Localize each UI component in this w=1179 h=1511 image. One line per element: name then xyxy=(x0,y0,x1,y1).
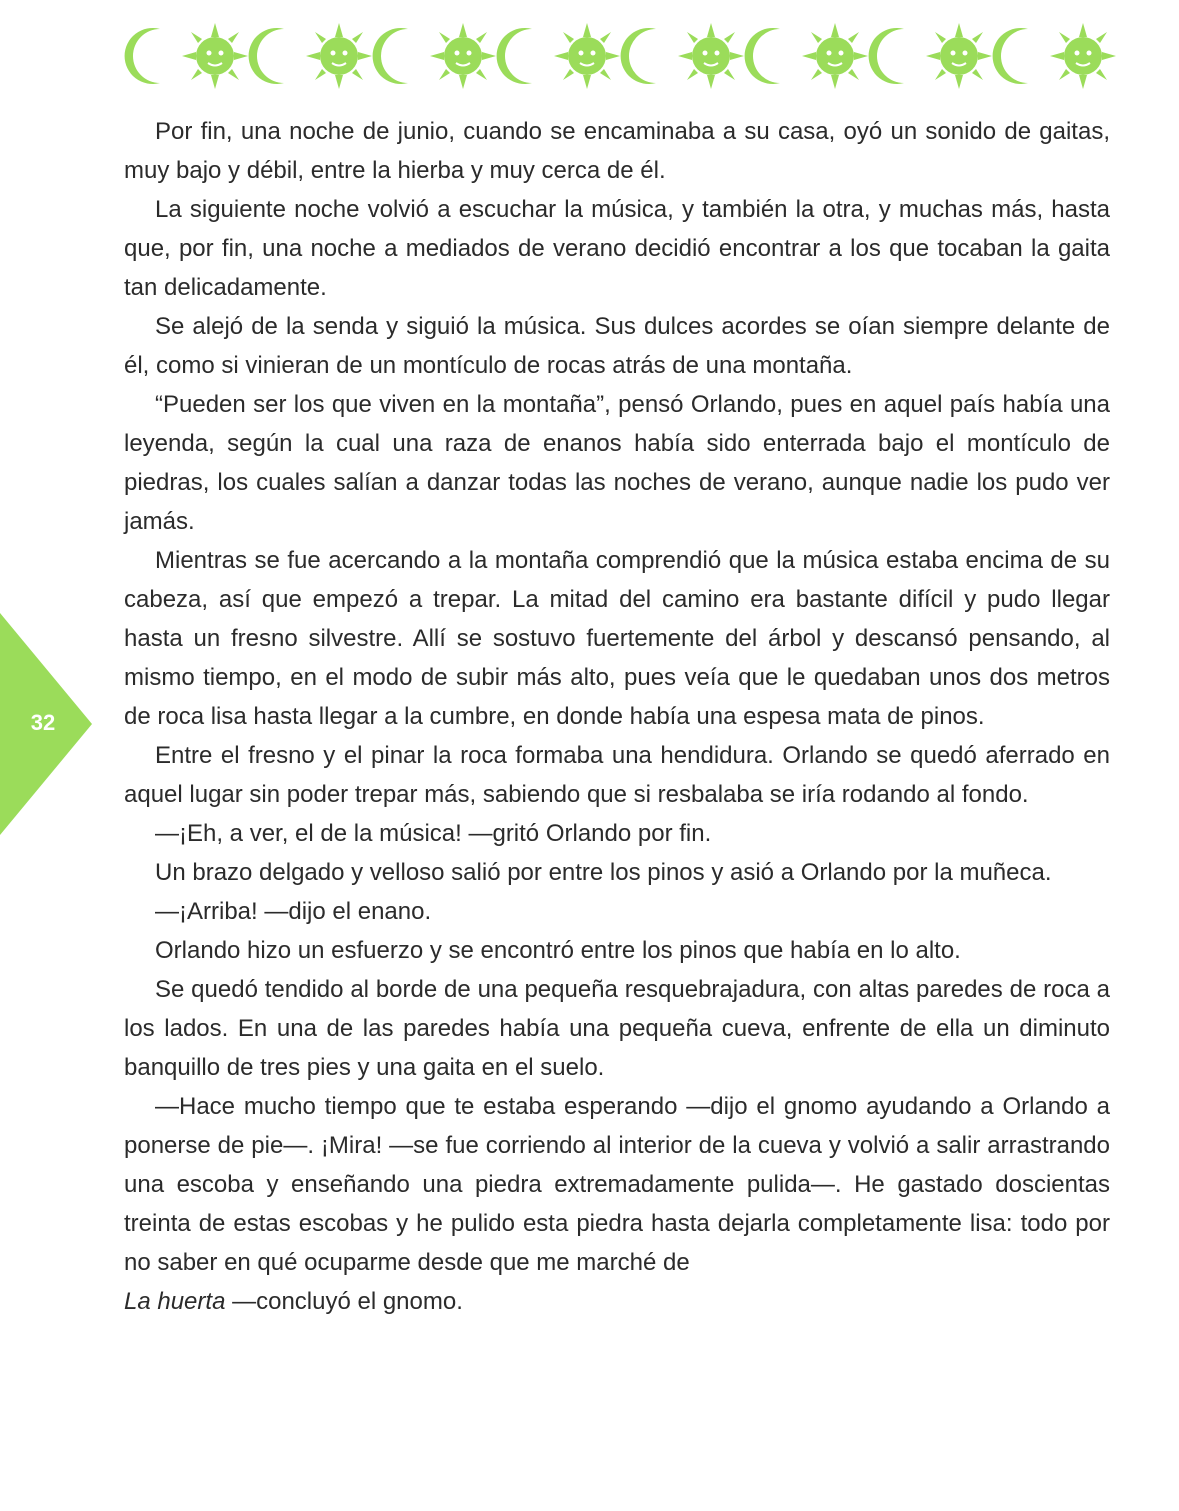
sun-face-icon xyxy=(678,23,744,89)
sun-face-icon xyxy=(926,23,992,89)
paragraph: Mientras se fue acercando a la montaña comprendió que la música estaba encima de su cabeza, así que empezó a trepar. La mitad del camino era bastante difícil y pudo llegar hasta un fresno silvestre. Allí se sostuvo fuertemente del árbol y descansó pensando, al mismo tiempo, en el modo de subir más alto, pues veía que le quedaban unos dos metros de roca lisa hasta llegar a la cumbre, en donde había una espesa mata de pinos. xyxy=(124,547,1110,730)
page-number: 32 xyxy=(30,710,56,735)
paragraph: —Hace mucho tiempo que te estaba esperando —dijo el gnomo ayudando a Orlando a ponerse de pie—. ¡Mira! —se fue corriendo al interior de la cueva y volvió a salir arrastrando una escoba y enseñando una piedra extremadamente pulida—. He gastado doscientas treinta de estas escobas y he pulido esta piedra hasta dejarla completamente lisa: todo por no saber en qué ocuparme desde que me marché de xyxy=(124,1093,1110,1276)
paragraph: La siguiente noche volvió a escuchar la música, y también la otra, y muchas más, hasta que, por fin, una noche a mediados de verano decidió encontrar a los que tocaban la gaita tan delicadamente. xyxy=(124,196,1110,301)
paragraph: Se alejó de la senda y siguió la música. Sus dulces acordes se oían siempre delante de él, como si vinieran de un montículo de rocas atrás de una montaña. xyxy=(124,313,1110,379)
crescent-moon-icon xyxy=(496,25,554,87)
crescent-moon-icon xyxy=(620,25,678,87)
paragraph: Se quedó tendido al borde de una pequeña resquebrajadura, con altas paredes de roca a los lados. En una de las paredes había una pequeña cueva, enfrente de ella un diminuto banquillo de tres pies y una gaita en el suelo. xyxy=(124,976,1110,1081)
decorative-border xyxy=(124,18,1114,94)
paragraph: “Pueden ser los que viven en la montaña”, pensó Orlando, pues en aquel país había una leyenda, según la cual una raza de enanos había sido enterrada bajo el montículo de piedras, los cuales salían a danzar todas las noches de verano, aunque nadie los pudo ver jamás. xyxy=(124,391,1110,535)
paragraph: Entre el fresno y el pinar la roca formaba una hendidura. Orlando se quedó aferrado en aquel lugar sin poder trepar más, sabiendo que si resbalaba se iría rodando al fondo. xyxy=(124,742,1110,808)
page-number-tab xyxy=(0,613,92,835)
story-text xyxy=(124,112,1110,1321)
crescent-moon-icon xyxy=(992,25,1050,87)
paragraph: Por fin, una noche de junio, cuando se encaminaba a su casa, oyó un sonido de gaitas, muy bajo y débil, entre la hierba y muy cerca de él. xyxy=(124,118,1110,184)
paragraph-end: —concluyó el gnomo. xyxy=(225,1288,463,1315)
crescent-moon-icon xyxy=(868,25,926,87)
book-title: La huerta xyxy=(124,1288,226,1315)
crescent-moon-icon xyxy=(248,25,306,87)
sun-face-icon xyxy=(430,23,496,89)
paragraph-last xyxy=(124,1282,1110,1321)
paragraph: Un brazo delgado y velloso salió por entre los pinos y asió a Orlando por la muñeca. xyxy=(155,859,1052,886)
crescent-moon-icon xyxy=(744,25,802,87)
sun-face-icon xyxy=(182,23,248,89)
sun-face-icon xyxy=(802,23,868,89)
crescent-moon-icon xyxy=(372,25,430,87)
sun-face-icon xyxy=(1050,23,1116,89)
paragraph: —¡Eh, a ver, el de la música! —gritó Orlando por fin. xyxy=(155,820,712,847)
crescent-moon-icon xyxy=(124,25,182,87)
paragraph: —¡Arriba! —dijo el enano. xyxy=(155,898,432,925)
sun-face-icon xyxy=(306,23,372,89)
paragraph: Orlando hizo un esfuerzo y se encontró entre los pinos que había en lo alto. xyxy=(155,937,961,964)
sun-face-icon xyxy=(554,23,620,89)
